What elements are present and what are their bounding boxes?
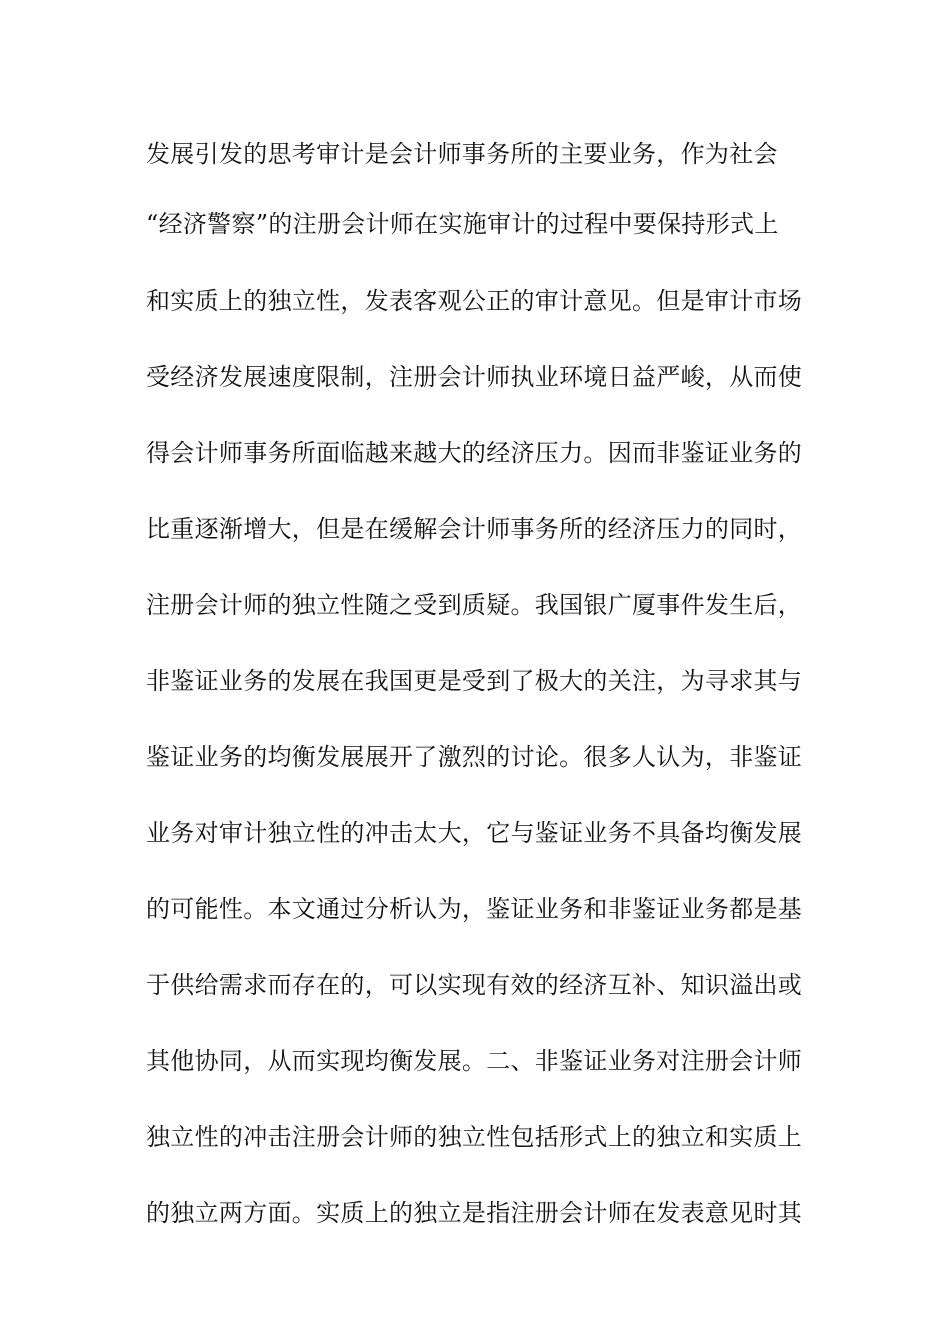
text-line: 其他协同，从而实现均衡发展。二、非鉴证业务对注册会计师	[146, 1047, 803, 1075]
text-line: 业务对审计独立性的冲击太大，它与鉴证业务不具备均衡发展	[146, 819, 803, 847]
text-line: 得会计师事务所面临越来越大的经济压力。因而非鉴证业务的	[146, 439, 803, 467]
text-line: 的独立两方面。实质上的独立是指注册会计师在发表意见时其	[146, 1199, 803, 1227]
text-line: “经济警察”的注册会计师在实施审计的过程中要保持形式上	[146, 210, 779, 238]
text-line: 发展引发的思考审计是会计师事务所的主要业务，作为社会	[146, 140, 778, 168]
text-line: 受经济发展速度限制，注册会计师执业环境日益严峻，从而使	[146, 363, 803, 391]
text-line: 独立性的冲击注册会计师的独立性包括形式上的独立和实质上	[146, 1123, 803, 1151]
text-line: 鉴证业务的均衡发展展开了激烈的讨论。很多人认为，非鉴证	[146, 743, 803, 771]
text-line: 的可能性。本文通过分析认为，鉴证业务和非鉴证业务都是基	[146, 895, 803, 923]
text-line: 注册会计师的独立性随之受到质疑。我国银广厦事件发生后，	[146, 591, 803, 619]
text-line: 比重逐渐增大，但是在缓解会计师事务所的经济压力的同时，	[146, 515, 803, 543]
text-line: 非鉴证业务的发展在我国更是受到了极大的关注，为寻求其与	[146, 667, 803, 695]
text-line: 于供给需求而存在的，可以实现有效的经济互补、知识溢出或	[146, 971, 803, 999]
text-line: 和实质上的独立性，发表客观公正的审计意见。但是审计市场	[146, 287, 803, 315]
